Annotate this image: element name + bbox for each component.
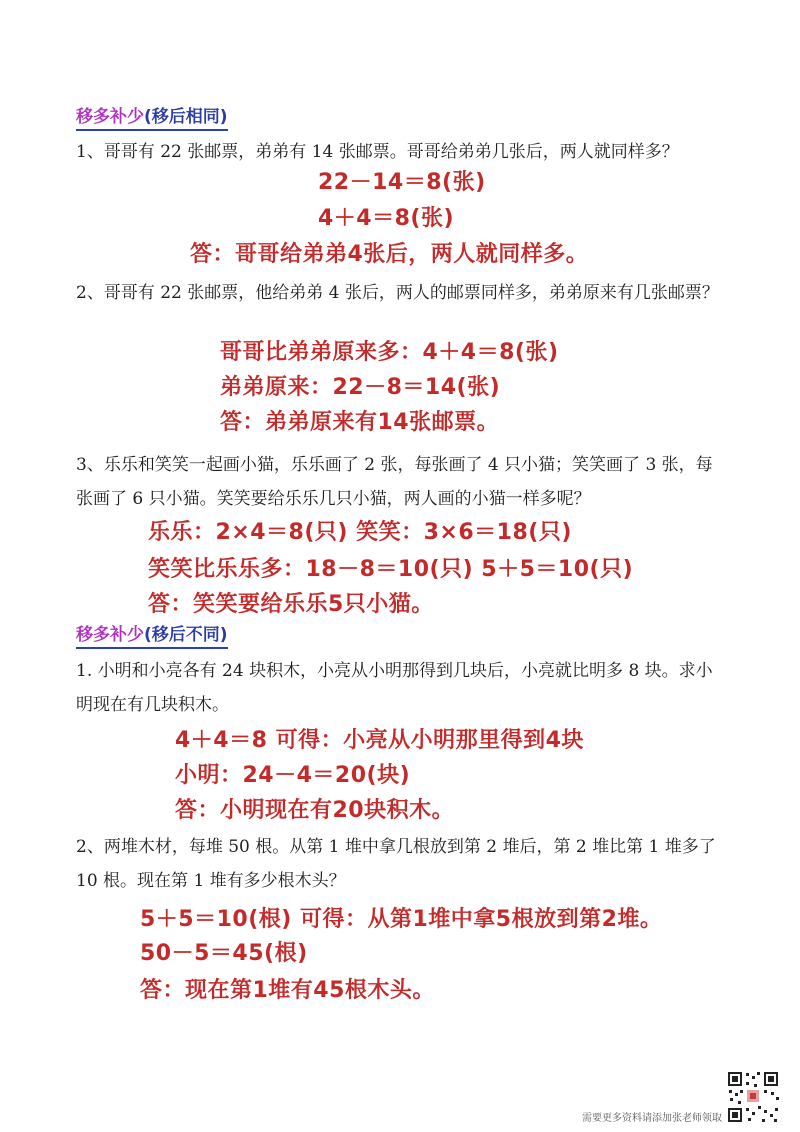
question-1: 1、哥哥有 22 张邮票，弟弟有 14 张邮票。哥哥给弟弟几张后，两人就同样多？	[76, 142, 679, 162]
answer-line: 笑笑比乐乐多：18－8＝10(只) 5＋5＝10(只)	[148, 557, 634, 582]
section-heading-same	[76, 106, 228, 131]
answer-line: 4＋4＝8 可得：小亮从小明那里得到4块	[175, 728, 584, 753]
answer-conclusion: 答：弟弟原来有14张邮票。	[220, 410, 500, 435]
question-3: 3、乐乐和笑笑一起画小猫，乐乐画了 2 张，每张画了 4 只小猫；笑笑画了 3 张，每张画了 6 只小猫。笑笑要给乐乐几只小猫，两人画的小猫一样多呢？	[76, 455, 713, 509]
answer-conclusion: 答：哥哥给弟弟4张后，两人就同样多。	[190, 242, 589, 267]
section-title: 移多补少	[76, 625, 144, 645]
section-subtitle: (移后相同)	[144, 107, 228, 127]
question-4: 1. 小明和小亮各有 24 块积木，小亮从小明那得到几块后，小亮就比明多 8 块。求小明现在有几块积木。	[76, 661, 713, 715]
answer-line: 小明：24－4＝20(块)	[175, 763, 411, 788]
section-subtitle: (移后不同)	[144, 625, 228, 645]
answer-conclusion: 答：小明现在有20块积木。	[175, 798, 455, 823]
footer-note: 需要更多资料请添加张老师领取	[582, 1113, 722, 1124]
answer-line: 5＋5＝10(根) 可得：从第1堆中拿5根放到第2堆。	[140, 907, 663, 932]
question-2: 2、哥哥有 22 张邮票，他给弟弟 4 张后，两人的邮票同样多，弟弟原来有几张邮票？	[76, 283, 719, 303]
answer-conclusion: 答：现在第1堆有45根木头。	[140, 978, 435, 1003]
answer-line: 4＋4＝8(张)	[318, 206, 455, 231]
answer-conclusion: 答：笑笑要给乐乐5只小猫。	[148, 592, 434, 617]
question-5: 2、两堆木材，每堆 50 根。从第 1 堆中拿几根放到第 2 堆后，第 2 堆比第 1 堆多了 10 根。现在第 1 堆有多少根木头？	[76, 837, 716, 891]
section-heading-different	[76, 624, 228, 649]
answer-line: 哥哥比弟弟原来多：4＋4＝8(张)	[220, 340, 559, 365]
section-title: 移多补少	[76, 107, 144, 127]
qr-code-icon	[726, 1070, 780, 1124]
answer-line: 弟弟原来：22－8＝14(张)	[220, 375, 501, 400]
answer-line: 50－5＝45(根)	[140, 941, 308, 966]
answer-line: 乐乐：2×4＝8(只) 笑笑：3×6＝18(只)	[148, 520, 572, 545]
answer-line: 22－14＝8(张)	[318, 170, 486, 195]
